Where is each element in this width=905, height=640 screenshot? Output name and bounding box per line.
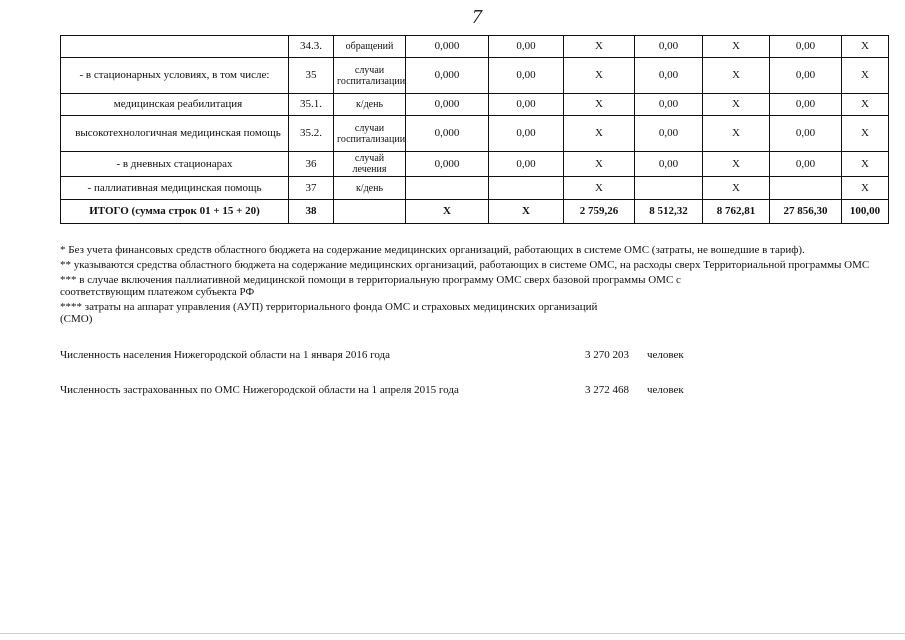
cell-value: 0,000 bbox=[406, 94, 489, 116]
stat-unit: человек bbox=[647, 384, 684, 396]
cell-value: 27 856,30 bbox=[770, 200, 842, 224]
row-unit: к/день bbox=[334, 177, 406, 200]
cell-value: X bbox=[564, 177, 635, 200]
cell-value: X bbox=[564, 36, 635, 58]
population-line bbox=[60, 349, 684, 361]
cell-value: X bbox=[564, 116, 635, 152]
cell-value bbox=[635, 177, 703, 200]
page-number-mark: 7 bbox=[472, 6, 482, 28]
row-label bbox=[61, 36, 289, 58]
row-number: 36 bbox=[289, 152, 334, 177]
cell-value: 0,00 bbox=[770, 58, 842, 94]
table-row bbox=[61, 94, 889, 116]
cell-value: X bbox=[406, 200, 489, 224]
row-label: медицинская реабилитация bbox=[61, 94, 289, 116]
cell-value: 100,00 bbox=[842, 200, 889, 224]
cell-value: 0,000 bbox=[406, 36, 489, 58]
stat-value: 3 270 203 bbox=[585, 349, 629, 361]
cell-value: X bbox=[842, 116, 889, 152]
cell-value: 0,000 bbox=[406, 152, 489, 177]
row-label: - в стационарных условиях, в том числе: bbox=[61, 58, 289, 94]
cell-value: X bbox=[703, 94, 770, 116]
cell-value: X bbox=[703, 36, 770, 58]
cell-value bbox=[489, 177, 564, 200]
row-number: 35.2. bbox=[289, 116, 334, 152]
row-number: 35.1. bbox=[289, 94, 334, 116]
cell-value: 8 762,81 bbox=[703, 200, 770, 224]
total-label: ИТОГО (сумма строк 01 + 15 + 20) bbox=[61, 200, 289, 224]
cell-value: 0,00 bbox=[770, 116, 842, 152]
row-number: 35 bbox=[289, 58, 334, 94]
financing-table bbox=[60, 35, 889, 224]
cell-value: X bbox=[703, 58, 770, 94]
cell-value: X bbox=[489, 200, 564, 224]
table-row bbox=[61, 116, 889, 152]
insured-line bbox=[60, 384, 684, 396]
cell-value: 0,00 bbox=[489, 58, 564, 94]
cell-value: 0,000 bbox=[406, 116, 489, 152]
cell-value: 0,00 bbox=[770, 94, 842, 116]
cell-value: 0,00 bbox=[635, 58, 703, 94]
row-unit: случай лечения bbox=[334, 152, 406, 177]
cell-value bbox=[406, 177, 489, 200]
cell-value: X bbox=[564, 58, 635, 94]
cell-value: X bbox=[703, 116, 770, 152]
stat-label: Численность застрахованных по ОМС Нижегородской области на 1 апреля 2015 года bbox=[60, 384, 459, 396]
cell-value: 0,00 bbox=[635, 94, 703, 116]
cell-value: 0,00 bbox=[635, 36, 703, 58]
cell-value: 0,00 bbox=[770, 152, 842, 177]
row-unit: случаи госпитализации bbox=[334, 116, 406, 152]
cell-value: 0,000 bbox=[406, 58, 489, 94]
footnote: ** указываются средства областного бюджета на содержание медицинских организаций, работающих в системе ОМС, на расходы сверх Территориальной программы ОМС bbox=[60, 259, 870, 271]
cell-value: X bbox=[703, 152, 770, 177]
cell-value: 0,00 bbox=[489, 152, 564, 177]
stat-unit: человек bbox=[647, 349, 684, 361]
stat-label: Численность населения Нижегородской области на 1 января 2016 года bbox=[60, 349, 391, 361]
cell-value: 2 759,26 bbox=[564, 200, 635, 224]
cell-value: 0,00 bbox=[635, 116, 703, 152]
cell-value: X bbox=[703, 177, 770, 200]
row-label: - паллиативная медицинская помощь bbox=[61, 177, 289, 200]
footnotes bbox=[60, 244, 890, 328]
cell-value: X bbox=[842, 177, 889, 200]
row-unit: обращений bbox=[334, 36, 406, 58]
row-unit: к/день bbox=[334, 94, 406, 116]
row-label: высокотехнологичная медицинская помощь bbox=[61, 116, 289, 152]
cell-value: X bbox=[842, 58, 889, 94]
footnote: * Без учета финансовых средств областного бюджета на содержание медицинских организаций, работающих в системе ОМС (затраты, не вошедшие в тариф). bbox=[60, 244, 805, 256]
cell-value: 0,00 bbox=[489, 116, 564, 152]
cell-value: X bbox=[842, 36, 889, 58]
row-number: 34.3. bbox=[289, 36, 334, 58]
cell-value: 0,00 bbox=[489, 94, 564, 116]
cell-value: X bbox=[842, 94, 889, 116]
row-unit: случаи госпитализации bbox=[334, 58, 406, 94]
cell-value: 8 512,32 bbox=[635, 200, 703, 224]
table-row bbox=[61, 177, 889, 200]
cell-value: X bbox=[564, 94, 635, 116]
cell-value: 0,00 bbox=[635, 152, 703, 177]
stat-value: 3 272 468 bbox=[585, 384, 629, 396]
scan-edge-divider bbox=[0, 633, 905, 634]
table-row bbox=[61, 58, 889, 94]
row-unit bbox=[334, 200, 406, 224]
row-number: 38 bbox=[289, 200, 334, 224]
table-row bbox=[61, 152, 889, 177]
footnote: *** в случае включения паллиативной медицинской помощи в территориальную программу ОМС сверх базовой программы ОМС с соответствующим платежом субъекта РФ bbox=[60, 274, 681, 298]
cell-value: 0,00 bbox=[770, 36, 842, 58]
table-body bbox=[61, 36, 889, 224]
cell-value bbox=[770, 177, 842, 200]
row-label: - в дневных стационарах bbox=[61, 152, 289, 177]
table-row bbox=[61, 36, 889, 58]
footnote: **** затраты на аппарат управления (АУП) территориального фонда ОМС и страховых медицинских организаций (СМО) bbox=[60, 301, 598, 325]
cell-value: 0,00 bbox=[489, 36, 564, 58]
cell-value: X bbox=[564, 152, 635, 177]
total-row bbox=[61, 200, 889, 224]
row-number: 37 bbox=[289, 177, 334, 200]
cell-value: X bbox=[842, 152, 889, 177]
